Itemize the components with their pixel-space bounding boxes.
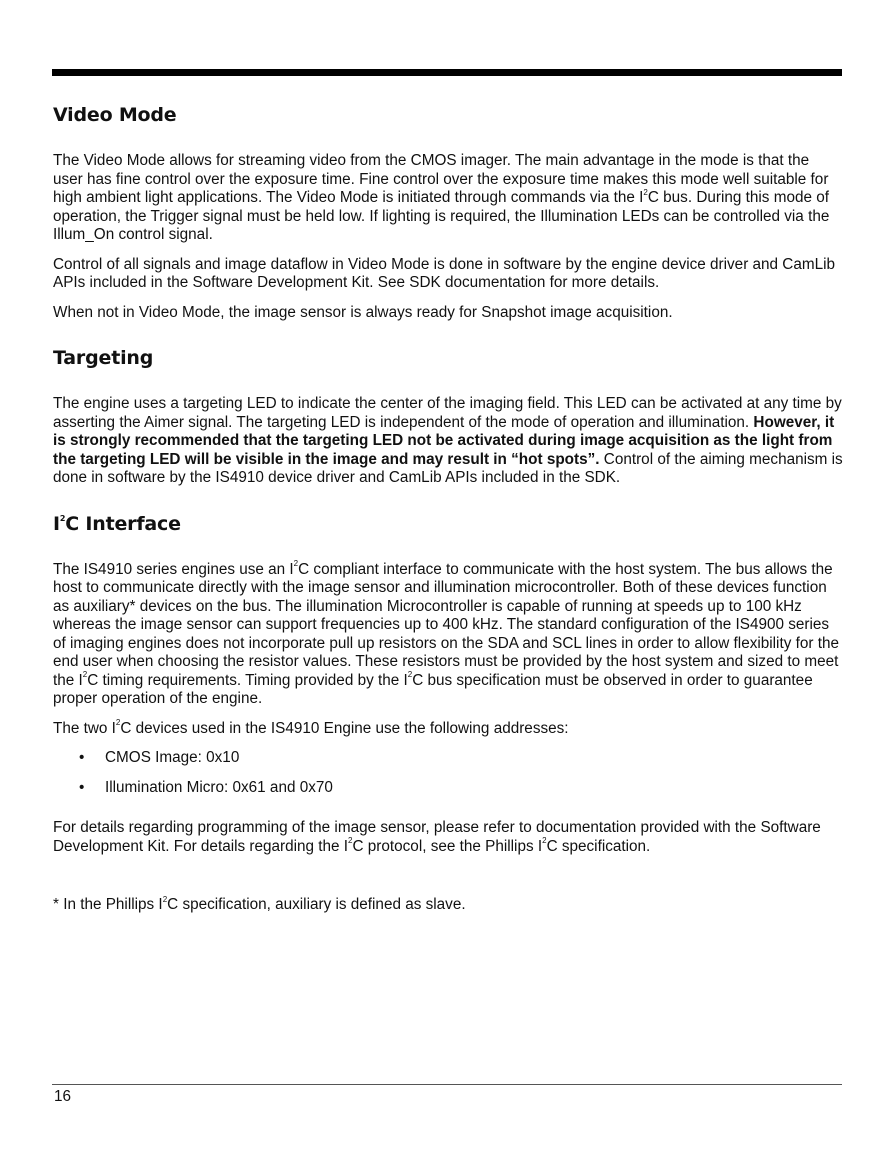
- paragraph-i2c-addresses-intro: [53, 720, 843, 739]
- heading-targeting: Targeting: [53, 347, 154, 369]
- text-run: The Video Mode allows for streaming video from the CMOS imager. The main advantage in the mode is that the user has fine control over the exposure time. Fine control over the exposure time makes this mode well suitable for high ambient light applications. The Video Mode is initiated through commands via the I: [53, 152, 829, 206]
- superscript: 2: [407, 670, 413, 680]
- header-rule: [52, 69, 842, 76]
- text-run: C devices used in the IS4910 Engine use the following addresses:: [120, 719, 569, 737]
- paragraph-targeting: [53, 395, 843, 488]
- text-run: C protocol, see the Phillips I: [352, 837, 543, 855]
- superscript: 2: [59, 514, 66, 524]
- superscript: 2: [643, 187, 648, 197]
- paragraph-i2c-overview: [53, 561, 843, 709]
- list-item-illumination-address: • Illumination Micro: 0x61 and 0x70: [53, 779, 843, 798]
- heading-i2c-interface: [53, 513, 843, 535]
- superscript: 2: [542, 836, 547, 846]
- text-run: C bus specification must be observed in order to guarantee proper operation of the engine.: [53, 671, 813, 707]
- section-video-mode: [53, 104, 843, 322]
- text-run: C Interface: [65, 512, 181, 535]
- text-run: The two I: [53, 719, 116, 737]
- section-targeting: [53, 347, 843, 488]
- paragraph-video-mode-control: Control of all signals and image dataflow in Video Mode is done in software by the engine device driver and CamLib APIs included in the Software Development Kit. See SDK documentation for more details.: [53, 255, 836, 291]
- text-run: I: [53, 512, 60, 535]
- paragraph-i2c-details: [53, 819, 843, 856]
- text-run: For details regarding programming of the image sensor, please refer to documentation provided with the Software Development Kit. For details regarding the I: [53, 819, 821, 855]
- text-run: C compliant interface to communicate with the host system. The bus allows the host to communicate directly with the image sensor and illumination microcontroller. Both of these devices function as auxiliary* devices on the bus. The illumination Microcontroller is capable of running at speeds up to 100 kHz whereas the image sensor can support frequencies up to 400 kHz. The standard configuration of the IS4900 series of imaging engines does not incorporate pull up resistors on the SDA and SCL lines in order to allow flexibility for the end user when choosing the resistor values. These resistors must be provided by the host system and sized to meet the I: [53, 560, 839, 689]
- text-run: The IS4910 series engines use an I: [53, 560, 294, 578]
- text-run: C specification, auxiliary is defined as slave.: [167, 896, 466, 913]
- superscript: 2: [348, 836, 353, 846]
- list-item-cmos-address: • CMOS Image: 0x10: [53, 749, 843, 768]
- page-content: [53, 104, 843, 915]
- paragraph-video-mode-snapshot: When not in Video Mode, the image sensor is always ready for Snapshot image acquisition.: [53, 303, 673, 321]
- heading-video-mode: Video Mode: [53, 104, 177, 126]
- text-run: C specification.: [546, 837, 651, 855]
- text-run: Control of the aiming mechanism is done in software by the IS4910 device driver and CamLib APIs included in the SDK.: [53, 450, 843, 486]
- text-run: * In the Phillips I: [53, 896, 163, 913]
- text-run: C bus. During this mode of operation, the Trigger signal must be held low. If lighting is required, the Illumination LEDs can be controlled via the Illum_On control signal.: [53, 189, 830, 243]
- superscript: 2: [293, 559, 299, 569]
- page-number: 16: [54, 1088, 72, 1105]
- paragraph-video-mode-intro: [53, 152, 843, 245]
- text-run: C timing requirements. Timing provided by the I: [87, 671, 408, 689]
- section-i2c-interface: [53, 513, 843, 915]
- address-list: [53, 749, 843, 797]
- superscript: 2: [115, 718, 121, 728]
- superscript: 2: [162, 894, 168, 904]
- emphasis-warning: However, it is strongly recommended that the targeting LED not be activated during image acquisition as the light from the targeting LED will be visible in the image and may result in “hot spots”.: [53, 413, 835, 468]
- footer-rule: [52, 1084, 842, 1085]
- footnote: [53, 896, 843, 915]
- superscript: 2: [82, 670, 88, 680]
- text-run: The engine uses a targeting LED to indicate the center of the imaging field. This LED can be activated at any time by asserting the Aimer signal. The targeting LED is independent of the mode of operation and illumination.: [53, 395, 842, 431]
